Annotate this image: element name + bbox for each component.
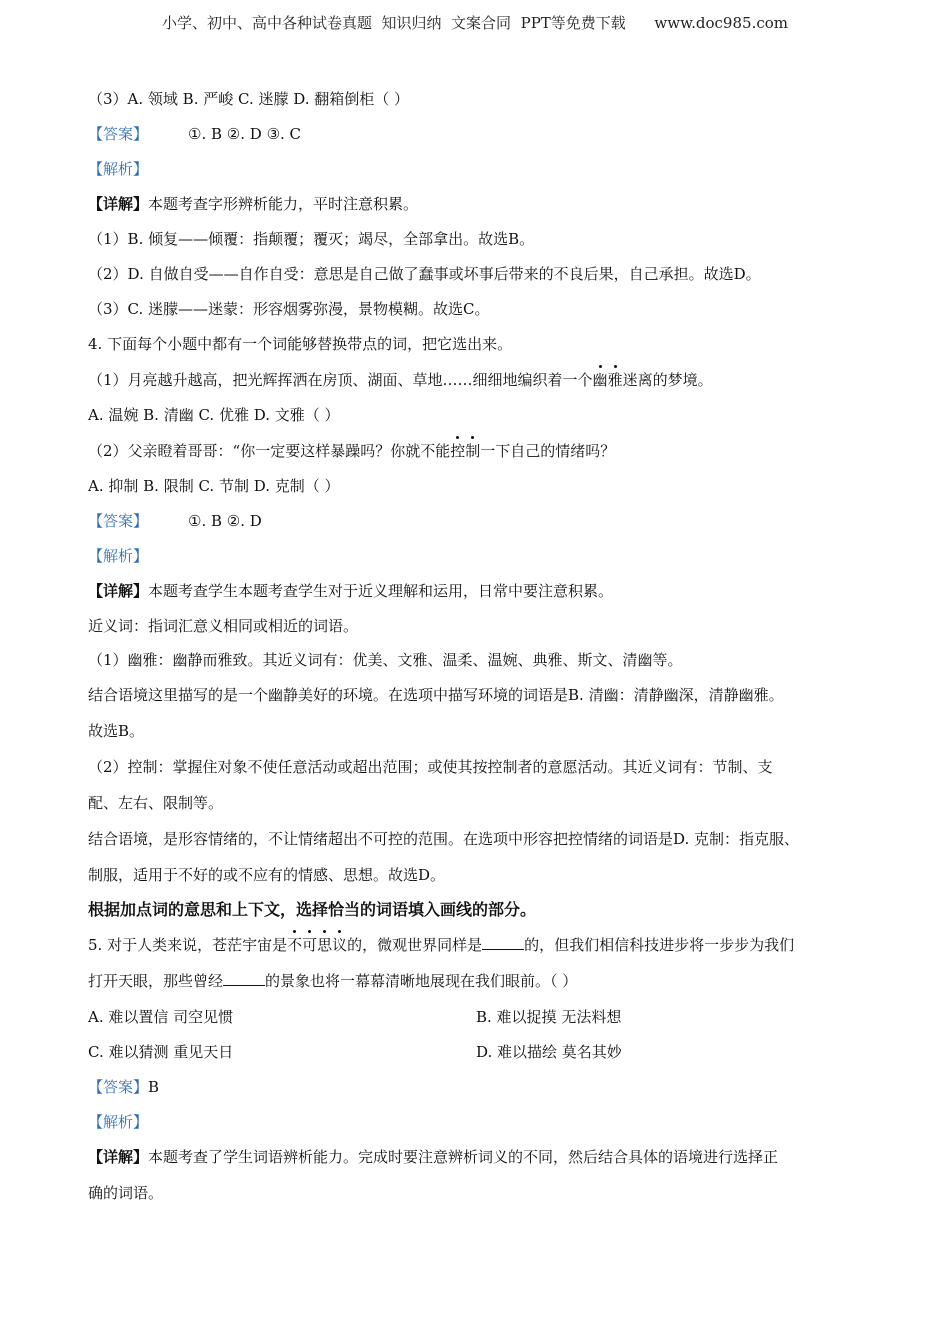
dotted-char: 思 <box>317 936 333 954</box>
question-4: 4. 下面每个小题中都有一个词能够替换带点的词，把它选出来。 <box>88 335 513 353</box>
paragraph: 制服，适用于不好的或不应有的情感、思想。故选D。 <box>88 866 446 884</box>
page-header: 小学、初中、高中各种试卷真题 知识归纳 文案合同 PPT等免费下载 www.doc985.com <box>161 14 788 32</box>
sentence-text: 5. 对于人类来说，苍茫宇宙是 <box>88 936 288 954</box>
answer-line-3 <box>88 1076 159 1098</box>
answer-line-2 <box>88 510 262 532</box>
q3-options: （3）A. 领域 B. 严峻 C. 迷朦 D. 翻箱倒柜（ ） <box>88 90 410 108</box>
detail-label: 【详解】 <box>88 582 149 600</box>
detail-line-2 <box>88 580 613 602</box>
answer-label: 【答案】 <box>88 1078 149 1096</box>
answer-line-1 <box>88 123 301 145</box>
dotted-char: 制 <box>465 442 481 460</box>
detail-text: 本题考查字形辨析能力，平时注意积累。 <box>148 195 419 213</box>
paragraph: 故选B。 <box>88 722 145 740</box>
answer-label: 【答案】 <box>88 512 149 530</box>
sentence-text: 的景象也将一幕幕清晰地展现在我们眼前。（ ） <box>265 972 578 990</box>
option-c: C. 难以猜测 重见天日 <box>88 1043 234 1061</box>
detail-line-1 <box>88 193 418 215</box>
paragraph: （3）C. 迷朦——迷蒙：形容烟雾弥漫，景物模糊。故选C。 <box>88 300 490 318</box>
answer-value: ①. B ②. D <box>188 512 262 530</box>
question-4-1 <box>88 369 713 391</box>
analysis-label: 【解析】 <box>88 547 149 565</box>
section-title: 根据加点词的意思和上下文，选择恰当的词语填入画线的部分。 <box>88 900 537 919</box>
sentence-text: 打开天眼，那些曾经 <box>88 972 224 990</box>
option-d: D. 难以描绘 莫名其妙 <box>476 1043 622 1061</box>
paragraph: （2）D. 自做自受——自作自受：意思是自己做了蠢事或坏事后带来的不良后果，自己承担。故选D。 <box>88 265 761 283</box>
paragraph: 配、左右、限制等。 <box>88 794 224 812</box>
sentence-text: （2）父亲瞪着哥哥：“你一定要这样暴躁吗？你就不能 <box>88 442 451 460</box>
sentence-text: 迷离的梦境。 <box>622 371 713 389</box>
dotted-char: 可 <box>302 936 318 954</box>
answer-value: ①. B ②. D ③. C <box>188 125 302 143</box>
question-4-2-options: A. 抑制 B. 限制 C. 节制 D. 克制（ ） <box>88 477 340 495</box>
sentence-text: （1）月亮越升越高，把光辉挥洒在房顶、湖面、草地……细细地编织着一个 <box>88 371 593 389</box>
dotted-char: 雅 <box>607 371 623 389</box>
fill-blank <box>223 971 265 986</box>
option-b: B. 难以捉摸 无法料想 <box>476 1008 622 1026</box>
fill-blank <box>482 935 524 950</box>
option-a: A. 难以置信 司空见惯 <box>88 1008 234 1026</box>
dotted-char: 幽 <box>592 371 608 389</box>
detail-text: 本题考查学生本题考查学生对于近义理解和运用，日常中要注意积累。 <box>148 582 614 600</box>
detail-label: 【详解】 <box>88 195 149 213</box>
paragraph: （1）B. 倾复——倾覆：指颠覆；覆灭；竭尽，全部拿出。故选B。 <box>88 230 535 248</box>
detail-text: 本题考查了学生词语辨析能力。完成时要注意辨析词义的不同，然后结合具体的语境进行选择正 <box>148 1148 779 1166</box>
question-4-2 <box>88 440 615 462</box>
sentence-text: 一下自己的情绪吗？ <box>480 442 616 460</box>
sentence-text: 的，微观世界同样是 <box>347 936 483 954</box>
paragraph: （1）幽雅：幽静而雅致。其近义词有：优美、文雅、温柔、温婉、典雅、斯文、清幽等。 <box>88 651 683 669</box>
dotted-char: 控 <box>450 442 466 460</box>
detail-line-3-cont: 确的词语。 <box>88 1184 164 1202</box>
question-5-line-2 <box>88 970 577 992</box>
question-5 <box>88 934 794 956</box>
paragraph: （2）控制：掌握住对象不使任意活动或超出范围；或使其按控制者的意愿活动。其近义词有：节制、支 <box>88 758 773 776</box>
answer-value: B <box>148 1078 160 1096</box>
dotted-char: 议 <box>332 936 348 954</box>
dotted-char: 不 <box>287 936 303 954</box>
detail-label: 【详解】 <box>88 1148 149 1166</box>
synonym-definition: 近义词：指词汇意义相同或相近的词语。 <box>88 617 359 635</box>
detail-line-3 <box>88 1146 778 1168</box>
paragraph: 结合语境，是形容情绪的，不让情绪超出不可控的范围。在选项中形容把控情绪的词语是D. 克制：指克服、 <box>88 830 800 848</box>
analysis-label: 【解析】 <box>88 160 149 178</box>
analysis-label: 【解析】 <box>88 1113 149 1131</box>
sentence-text: 的，但我们相信科技进步将一步步为我们 <box>524 936 795 954</box>
paragraph: 结合语境这里描写的是一个幽静美好的环境。在选项中描写环境的词语是B. 清幽：清静幽深，清静幽雅。 <box>88 686 784 704</box>
question-4-1-options: A. 温婉 B. 清幽 C. 优雅 D. 文雅（ ） <box>88 406 340 424</box>
answer-label: 【答案】 <box>88 125 149 143</box>
